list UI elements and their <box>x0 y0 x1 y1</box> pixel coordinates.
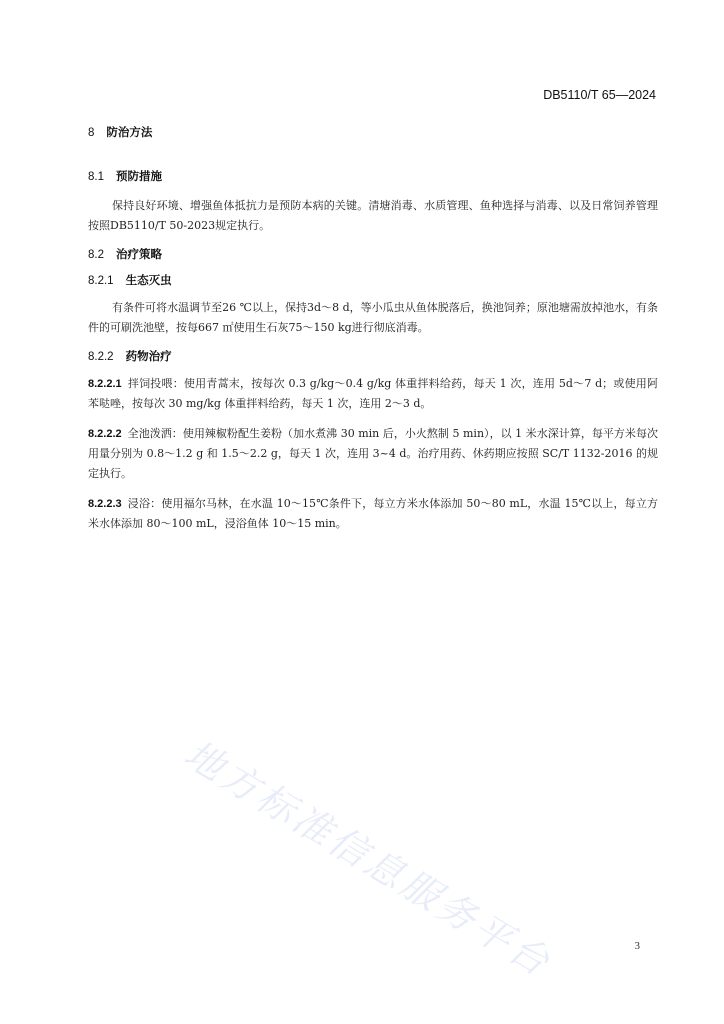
clause-number: 8.2.2.3 <box>88 498 122 510</box>
page-number: 3 <box>634 940 640 952</box>
clause-number: 8.2.2.1 <box>88 378 122 390</box>
clause-number: 8.2.2.2 <box>88 428 122 440</box>
paragraph-ecological: 有条件可将水温调节至26 ℃以上，保持3d～8 d，等小瓜虫从鱼体脱落后，换池饲养；原池塘需放掉池水，有条件的可刷洗池壁，按每667 ㎡使用生石灰75～150 kg进行彻底消毒。 <box>88 301 658 334</box>
section-heading-8-1 <box>88 168 658 184</box>
clause-8-2-2-2 <box>88 424 658 484</box>
section-number: 8.1 <box>88 171 104 183</box>
document-body <box>88 124 658 544</box>
document-code: DB5110/T 65—2024 <box>543 88 656 102</box>
section-number: 8 <box>88 127 95 139</box>
clause-text: 浸浴：使用福尔马林，在水温 10～15℃条件下，每立方米水体添加 50～80 mL，水温 15℃以上，每立方米水体添加 80～100 mL，浸浴鱼体 10～15 min。 <box>88 497 658 530</box>
clause-text: 全池泼洒：使用辣椒粉配生姜粉（加水煮沸 30 min 后，小火熬制 5 min），以 1 米水深计算，每平方米每次用量分别为 0.8～1.2 g 和 1.5～2.2 g，每天 1 次，连用 3~4 d。治疗用药、休药期应按照 SC/T 1132-2016 的规定执行。 <box>88 427 658 480</box>
section-heading-8-2-2 <box>88 348 658 364</box>
section-title: 预防措施 <box>116 169 162 183</box>
section-title: 防治方法 <box>106 125 153 139</box>
section-heading-8 <box>88 124 658 140</box>
section-number: 8.2 <box>88 249 104 261</box>
clause-text: 拌饲投喂：使用青蒿末，按每次 0.3 g/kg～0.4 g/kg 体重拌料给药，每天 1 次，连用 5d～7 d；或使用阿苯哒唑，按每次 30 mg/kg 体重拌料给药，每天 1 次，连用 2～3 d。 <box>88 377 658 410</box>
clause-8-2-2-3 <box>88 494 658 534</box>
section-number: 8.2.1 <box>88 275 114 287</box>
paragraph-prevention: 保持良好环境、增强鱼体抵抗力是预防本病的关键。清塘消毒、水质管理、鱼种选择与消毒、以及日常饲养管理按照DB5110/T 50-2023规定执行。 <box>88 199 658 232</box>
section-title: 药物治疗 <box>125 349 172 363</box>
section-number: 8.2.2 <box>88 351 114 363</box>
section-heading-8-2 <box>88 246 658 262</box>
watermark: 地方标准信息服务平台 <box>176 731 560 986</box>
clause-8-2-2-1 <box>88 374 658 414</box>
section-heading-8-2-1 <box>88 272 658 288</box>
section-title: 治疗策略 <box>116 247 162 261</box>
section-title: 生态灭虫 <box>125 273 172 287</box>
